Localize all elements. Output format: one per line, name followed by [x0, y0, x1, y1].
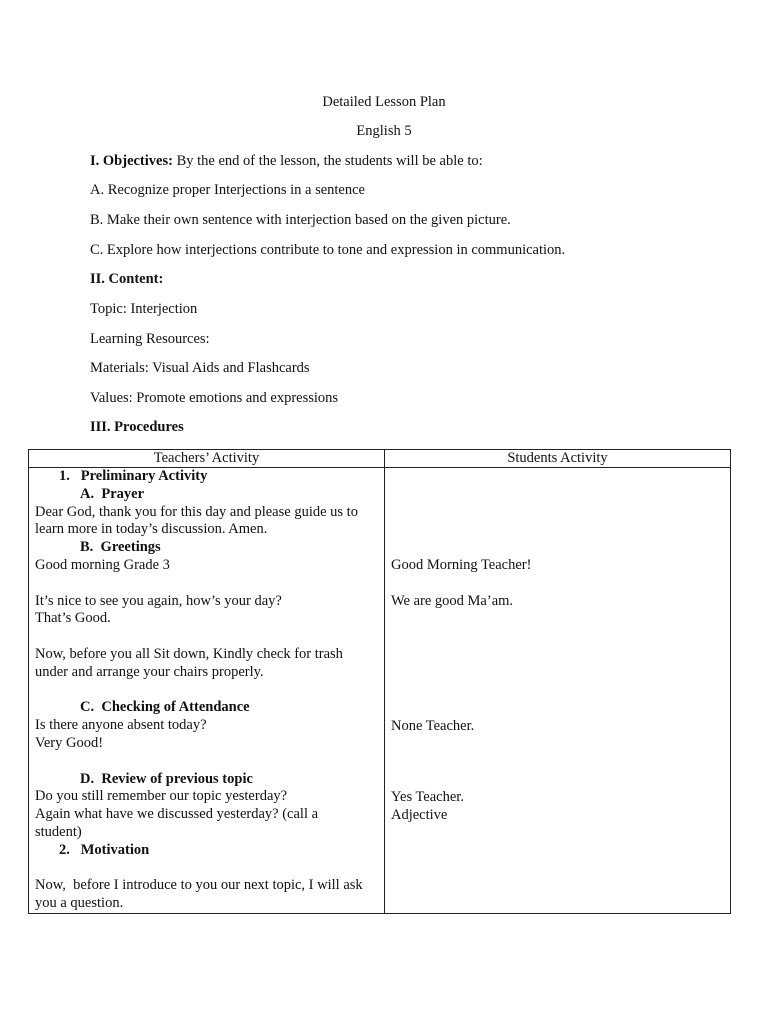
greetings-line-3: That’s Good. — [35, 610, 111, 627]
prayer-line-2: learn more in today’s discussion. Amen. — [35, 521, 268, 538]
review-line-3: student) — [35, 823, 82, 840]
motivation-heading: 2. Motivation — [59, 841, 150, 858]
attendance-line-1: Is there anyone absent today? — [35, 717, 207, 734]
document-title: Detailed Lesson Plan — [322, 94, 446, 110]
procedures-table — [28, 449, 731, 914]
student-review-reply-1: Yes Teacher. — [391, 789, 464, 805]
content-heading — [90, 271, 163, 288]
student-day-reply: We are good Ma’am. — [391, 593, 514, 609]
students-activity-header: Students Activity — [385, 450, 731, 468]
greetings-heading: B. Greetings — [80, 539, 161, 556]
attendance-heading: C. Checking of Attendance — [80, 699, 250, 716]
values-line: Values: Promote emotions and expressions — [90, 390, 339, 406]
motivation-line-1: Now, before I introduce to you our next topic, I will ask — [35, 877, 363, 894]
student-greeting-reply: Good Morning Teacher! — [391, 557, 532, 573]
objectives-line — [90, 153, 483, 170]
teachers-activity-header: Teachers’ Activity — [29, 450, 385, 468]
preliminary-activity-heading: 1. Preliminary Activity — [59, 468, 208, 484]
procedures-heading — [90, 419, 184, 436]
spacer — [29, 860, 384, 878]
student-activity-cell — [385, 468, 731, 914]
spacer — [29, 682, 384, 700]
table-header-row — [29, 450, 731, 468]
resources-line: Learning Resources: — [90, 331, 210, 347]
spacer — [29, 628, 384, 646]
greetings-line-2: It’s nice to see you again, how’s your day? — [35, 592, 282, 609]
objectives-intro: By the end of the lesson, the students will be able to: — [172, 153, 483, 169]
student-attendance-reply: None Teacher. — [391, 718, 475, 734]
prayer-line-1: Dear God, thank you for this day and please guide us to — [35, 503, 358, 520]
spacer — [29, 753, 384, 771]
prayer-heading: A. Prayer — [80, 485, 145, 502]
motivation-line-2: you a question. — [35, 895, 124, 912]
objective-c: C. Explore how interjections contribute to tone and expression in communication. — [90, 242, 566, 258]
objectives-heading: I. Objectives: — [90, 153, 173, 169]
greetings-line-1: Good morning Grade 3 — [35, 556, 170, 573]
procedures-heading-text: III. Procedures — [90, 419, 184, 435]
table-row — [29, 468, 731, 914]
materials-line: Materials: Visual Aids and Flashcards — [90, 360, 310, 376]
topic-line: Topic: Interjection — [90, 301, 198, 317]
spacer — [29, 575, 384, 593]
review-line-2: Again what have we discussed yesterday? (call a — [35, 806, 319, 823]
objective-b: B. Make their own sentence with interjection based on the given picture. — [90, 212, 511, 228]
greetings-line-4: Now, before you all Sit down, Kindly check for trash — [35, 645, 343, 662]
review-line-1: Do you still remember our topic yesterday? — [35, 788, 288, 805]
review-heading: D. Review of previous topic — [80, 770, 253, 787]
attendance-line-2: Very Good! — [35, 734, 104, 751]
content-heading-text: II. Content: — [90, 271, 164, 287]
teacher-activity-cell — [29, 468, 385, 914]
objective-a: A. Recognize proper Interjections in a sentence — [90, 182, 365, 198]
subject-title: English 5 — [356, 123, 412, 139]
greetings-line-5: under and arrange your chairs properly. — [35, 663, 264, 680]
student-review-reply-2: Adjective — [391, 807, 448, 823]
